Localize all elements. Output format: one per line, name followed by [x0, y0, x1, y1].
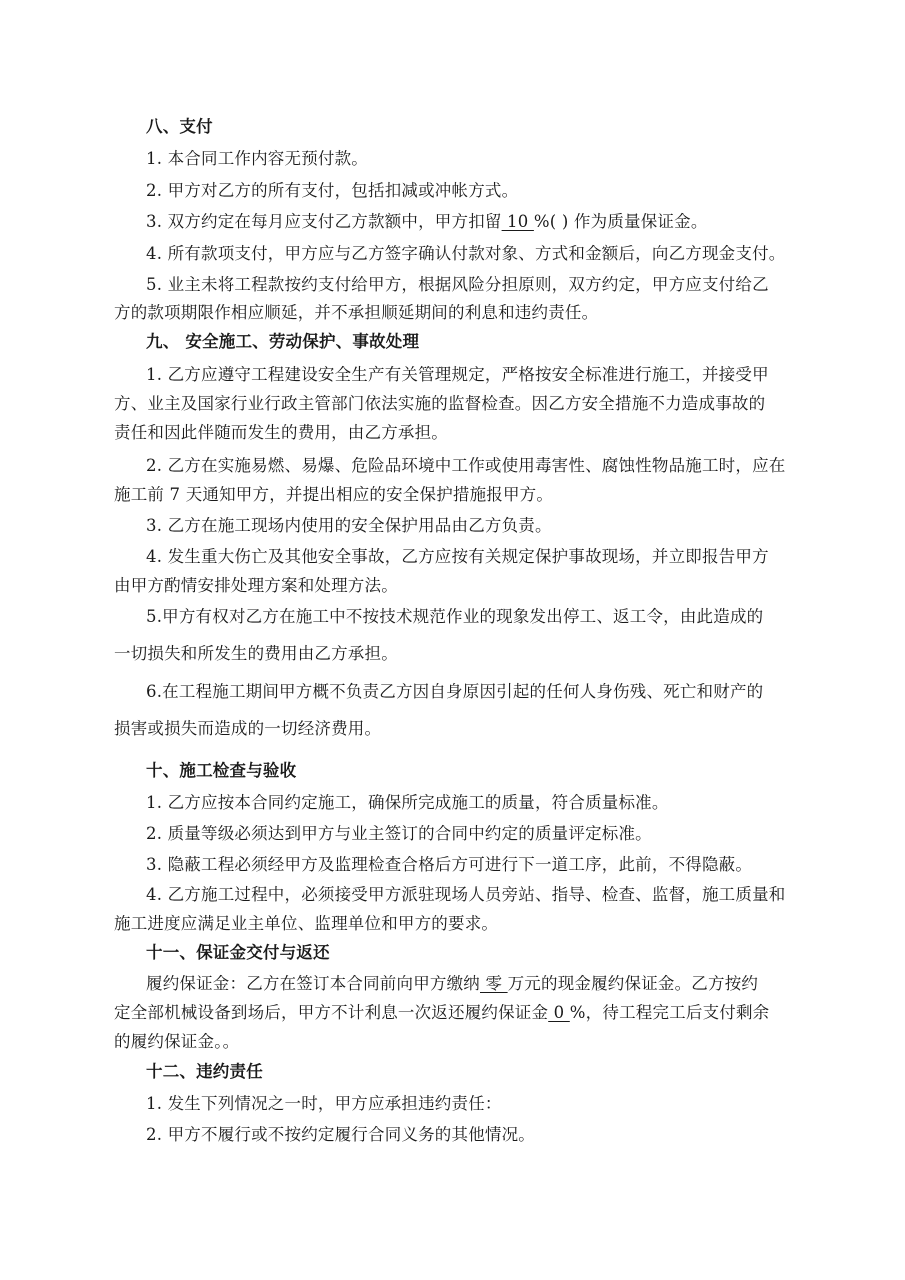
- paragraph: 4. 发生重大伤亡及其他安全事故，乙方应按有关规定保护事故现场，并立即报告甲方: [146, 547, 769, 566]
- paragraph: 损害或损失而造成的一切经济费用。: [114, 719, 382, 738]
- fill-in-blank: 零: [480, 974, 508, 993]
- paragraph-text: 3. 双方约定在每月应支付乙方款额中，甲方扣留: [146, 212, 502, 231]
- paragraph: 施工前 7 天通知甲方，并提出相应的安全保护措施报甲方。: [114, 485, 554, 504]
- paragraph-text: %，待工程完工后支付剩余: [569, 1003, 770, 1022]
- section-heading: 十二、违约责任: [146, 1062, 263, 1081]
- paragraph: 方的款项期限作相应顺延，并不承担顺延期间的利息和违约责任。: [114, 303, 599, 322]
- paragraph: 5. 业主未将工程款按约支付给甲方，根据风险分担原则，双方约定，甲方应支付给乙: [146, 275, 769, 294]
- paragraph-text: 定全部机械设备到场后，甲方不计利息一次返还履约保证金: [114, 1003, 549, 1022]
- paragraph: [146, 211, 708, 233]
- paragraph: 的履约保证金。。: [114, 1032, 240, 1051]
- paragraph: [114, 1002, 769, 1024]
- paragraph: 1. 乙方应按本合同约定施工，确保所完成施工的质量，符合质量标准。: [146, 793, 669, 812]
- paragraph-text: %( ) 作为质量保证金。: [533, 212, 708, 231]
- fill-in-blank: 0: [548, 1003, 570, 1022]
- paragraph: 6.在工程施工期间甲方概不负责乙方因自身原因引起的任何人身伤残、死亡和财产的: [146, 682, 764, 701]
- paragraph: 施工进度应满足业主单位、监理单位和甲方的要求。: [114, 914, 499, 933]
- paragraph: 由甲方酌情安排处理方案和处理方法。: [114, 576, 398, 595]
- paragraph: 4. 所有款项支付，甲方应与乙方签字确认付款对象、方式和金额后，向乙方现金支付。: [146, 244, 786, 263]
- paragraph: 2. 甲方不履行或不按约定履行合同义务的其他情况。: [146, 1125, 535, 1144]
- paragraph: 责任和因此伴随而发生的费用，由乙方承担。: [114, 423, 448, 442]
- paragraph: 方、业主及国家行业行政主管部门依法实施的监督检查。因乙方安全措施不力造成事故的: [114, 394, 766, 413]
- paragraph: 3. 乙方在施工现场内使用的安全保护用品由乙方负责。: [146, 516, 552, 535]
- paragraph: 5.甲方有权对乙方在施工中不按技术规范作业的现象发出停工、返工令，由此造成的: [146, 607, 764, 626]
- paragraph: 2. 乙方在实施易燃、易爆、危险品环境中工作或使用毒害性、腐蚀性物品施工时，应在: [146, 456, 786, 475]
- paragraph: 3. 隐蔽工程必须经甲方及监理检查合格后方可进行下一道工序，此前，不得隐蔽。: [146, 855, 753, 874]
- paragraph-text: 万元的现金履约保证金。乙方按约: [507, 974, 759, 993]
- paragraph: 4. 乙方施工过程中，必须接受甲方派驻现场人员旁站、指导、检查、监督，施工质量和: [146, 885, 786, 904]
- fill-in-blank: 10: [501, 212, 534, 231]
- section-heading: 十、施工检查与验收: [146, 761, 297, 780]
- paragraph: 1. 乙方应遵守工程建设安全生产有关管理规定，严格按安全标准进行施工，并接受甲: [146, 365, 769, 384]
- paragraph: 1. 本合同工作内容无预付款。: [146, 149, 368, 168]
- paragraph: 2. 质量等级必须达到甲方与业主签订的合同中约定的质量评定标准。: [146, 824, 652, 843]
- section-heading: 十一、保证金交付与返还: [146, 943, 330, 962]
- paragraph-text: 履约保证金：乙方在签订本合同前向甲方缴纳: [146, 974, 480, 993]
- paragraph: 一切损失和所发生的费用由乙方承担。: [114, 644, 398, 663]
- paragraph: [146, 973, 758, 995]
- section-heading: 九、 安全施工、劳动保护、事故处理: [146, 332, 420, 351]
- paragraph: 1. 发生下列情况之一时，甲方应承担违约责任：: [146, 1094, 502, 1113]
- paragraph: 2. 甲方对乙方的所有支付，包括扣减或冲帐方式。: [146, 181, 519, 200]
- section-heading: 八、支付: [146, 117, 213, 136]
